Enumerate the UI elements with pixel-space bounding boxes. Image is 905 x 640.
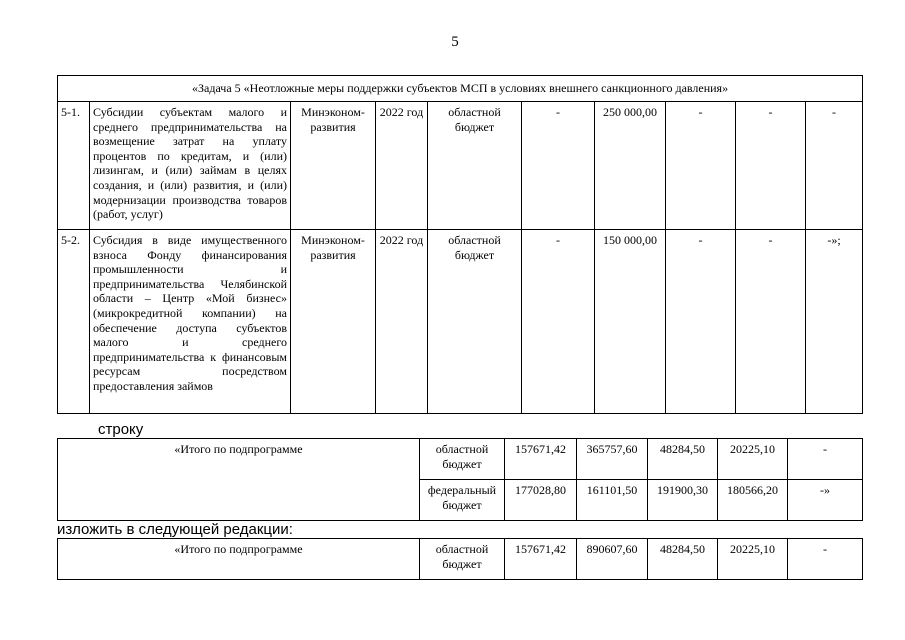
value-3: - [666,102,736,230]
value-4: - [736,230,806,414]
page-number: 5 [451,34,459,50]
value-3: 191900,30 [648,480,718,521]
value-5: -» [788,480,863,521]
year: 2022 год [376,230,428,414]
text-stroku: строку [98,421,144,438]
value-2: 161101,50 [577,480,648,521]
value-1: - [522,230,595,414]
funding-source: областной бюджет [420,439,505,480]
table-row [58,102,863,230]
measures-table [57,75,863,414]
value-1: - [522,102,595,230]
value-2: 250 000,00 [595,102,666,230]
value-3: - [666,230,736,414]
value-1: 157671,42 [505,539,577,580]
value-1: 177028,80 [505,480,577,521]
total-label: «Итого по подпрограмме [58,539,420,580]
value-1: 157671,42 [505,439,577,480]
text-izlozhit: изложить в следующей редакции: [57,521,293,538]
funding-source: федеральный бюджет [420,480,505,521]
value-3: 48284,50 [648,439,718,480]
table-row [58,230,863,414]
executor: Минэконом-развития [291,102,376,230]
section-header: «Задача 5 «Неотложные меры поддержки субъектов МСП в условиях внешнего санкционного давления» [58,76,863,102]
value-4: - [736,102,806,230]
funding-source: областной бюджет [420,539,505,580]
table-row [58,539,863,580]
funding-source: областной бюджет [428,102,522,230]
value-4: 180566,20 [718,480,788,521]
value-2: 365757,60 [577,439,648,480]
value-5: -»; [806,230,863,414]
value-2: 890607,60 [577,539,648,580]
funding-source: областной бюджет [428,230,522,414]
old-total-table [57,438,863,521]
table-row [58,439,863,480]
value-5: - [788,539,863,580]
row-number: 5-1. [58,102,90,230]
measure-name: Субсидия в виде имущественного взноса Фонду финансирования промышленности и предпринимательства Челябинской области – Центр «Мой бизнес» (микрокредитной компании) на обеспечение доступа субъектов малого и среднего предпринимательства к финансовым ресурсам посредством предоставления займов [90,230,291,414]
value-3: 48284,50 [648,539,718,580]
row-number: 5-2. [58,230,90,414]
total-label: «Итого по подпрограмме [58,439,420,521]
value-5: - [788,439,863,480]
new-total-table [57,538,863,580]
value-5: - [806,102,863,230]
year: 2022 год [376,102,428,230]
value-2: 150 000,00 [595,230,666,414]
executor: Минэконом-развития [291,230,376,414]
value-4: 20225,10 [718,539,788,580]
measure-name: Субсидии субъектам малого и среднего предпринимательства на возмещение затрат на уплату процентов по кредитам, и (или) лизингам, и (или) займам в целях создания, и (или) развития, и (или) модернизации производства товаров (работ, услуг) [90,102,291,230]
value-4: 20225,10 [718,439,788,480]
